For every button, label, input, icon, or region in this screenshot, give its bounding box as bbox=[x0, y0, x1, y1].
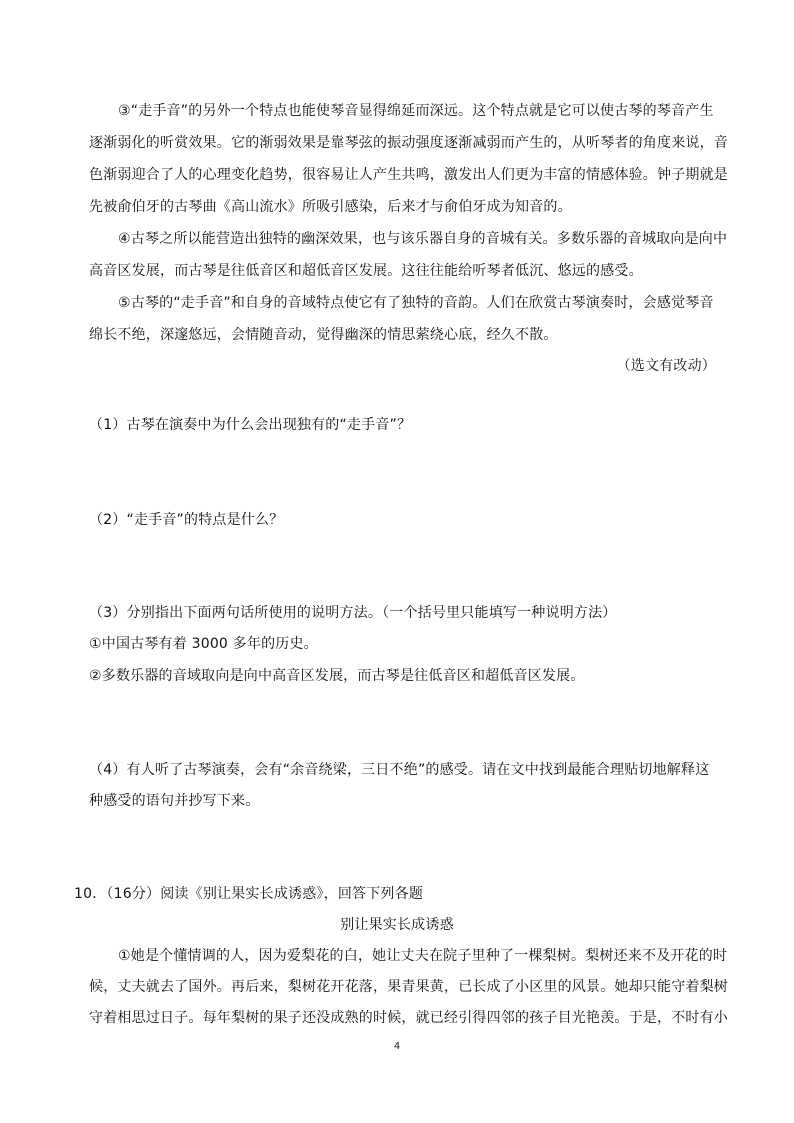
section-10-para1-line2: 候，丈夫就去了国外。再后来，梨树花开花落，果青果黄，已长成了小区里的风景。她却只能守着梨树 bbox=[89, 979, 728, 995]
passage-para3-line1: ③“走手音”的另外一个特点也能使琴音显得绵延而深远。这个特点就是它可以使古琴的琴音产生 bbox=[118, 103, 714, 119]
question-4-line1: （4）有人听了古琴演奏，会有“余音绕梁，三日不绝”的感受。请在文中找到最能合理贴切地解释这 bbox=[89, 762, 710, 778]
question-2: （2）“走手音”的特点是什么？ bbox=[89, 512, 284, 528]
passage-para4-line1: ④古琴之所以能营造出独特的幽深效果，也与该乐器自身的音城有关。多数乐器的音城取向是向中 bbox=[118, 231, 728, 247]
passage-para4-line2: 高音区发展，而古琴是往低音区和超低音区发展。这往往能给听琴者低沉、悠远的感受。 bbox=[89, 263, 643, 279]
source-note: （选文有改动） bbox=[616, 358, 716, 374]
question-1: （1）古琴在演奏中为什么会出现独有的“走手音”？ bbox=[89, 417, 412, 433]
question-4-line2: 种感受的语句并抄写下来。 bbox=[89, 793, 260, 809]
passage-para5-line2: 绵长不绝，深邃悠远，会情随音动，觉得幽深的情思萦绕心底，经久不散。 bbox=[89, 327, 558, 343]
question-3-item-2: ②多数乐器的音域取向是向中高音区发展，而古琴是往低音区和超低音区发展。 bbox=[89, 668, 585, 684]
page-number: 4 bbox=[393, 1041, 401, 1052]
passage-para3-line3: 色渐弱迎合了人的心理变化趋势，很容易让人产生共鸣，激发出人们更为丰富的情感体验。钟子期就是 bbox=[89, 167, 728, 183]
question-3-item-1: ①中国古琴有着 3000 多年的历史。 bbox=[89, 636, 318, 652]
section-10-para1-line1: ①她是个懂情调的人，因为爱梨花的白，她让丈夫在院子里种了一棵梨树。梨树还来不及开花的时 bbox=[118, 948, 728, 964]
section-10-para1-line3: 守着相思过日子。每年梨树的果子还没成熟的时候，就已经引得四邻的孩子目光艳羡。于是，不时有小 bbox=[89, 1010, 728, 1026]
passage-para5-line1: ⑤古琴的“走手音”和自身的音域特点使它有了独特的音韵。人们在欣赏古琴演奏时，会感觉琴音 bbox=[118, 295, 714, 311]
section-10-title: 别让果实长成诱惑 bbox=[340, 917, 454, 933]
section-10-heading: 10．（16分）阅读《别让果实长成诱惑》，回答下列各题 bbox=[74, 886, 424, 902]
passage-para3-line4: 先被俞伯牙的古琴曲《高山流水》所吸引感染，后来才与俞伯牙成为知音的。 bbox=[89, 199, 572, 215]
question-3: （3）分别指出下面两句话所使用的说明方法。（一个括号里只能填写一种说明方法） bbox=[89, 605, 617, 621]
passage-para3-line2: 逐渐弱化的听赏效果。它的渐弱效果是靠琴弦的振动强度逐渐减弱而产生的，从听琴者的角度来说，音 bbox=[89, 135, 728, 151]
